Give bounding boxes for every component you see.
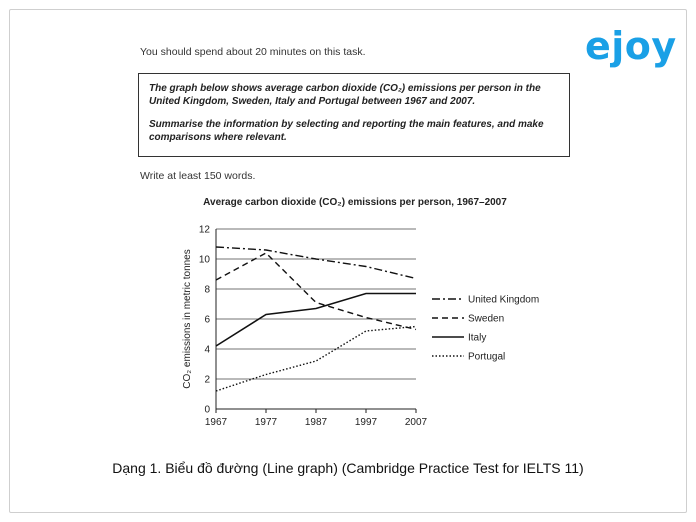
series-line-portugal xyxy=(216,327,416,392)
x-tick-label: 1967 xyxy=(204,417,228,428)
series-line-sweden xyxy=(216,253,416,330)
figure-caption: Dạng 1. Biểu đồ đường (Line graph) (Cambridge Practice Test for IELTS 11) xyxy=(112,460,584,476)
logo-text: ejoy xyxy=(585,24,677,68)
series-line-italy xyxy=(216,294,416,347)
task-prompt-1: The graph below shows average carbon dioxide (CO₂) emissions per person in the United Kingdom, Sweden, Italy and Portugal between 1967 and 2007. xyxy=(149,83,541,107)
legend-label: Italy xyxy=(468,332,487,344)
y-tick-label: 12 xyxy=(198,224,210,236)
y-axis-title: CO₂ emissions in metric tonnes xyxy=(182,249,193,389)
y-tick-label: 0 xyxy=(204,404,210,416)
x-tick-label: 1987 xyxy=(304,417,328,428)
y-tick-label: 10 xyxy=(198,254,210,266)
series-line-united-kingdom xyxy=(216,247,416,279)
legend-label: Portugal xyxy=(468,351,506,363)
y-tick-label: 6 xyxy=(204,314,210,326)
y-tick-label: 2 xyxy=(204,374,210,386)
chart-title: Average carbon dioxide (CO₂) emissions per person, 1967–2007 xyxy=(203,197,507,208)
y-tick-label: 4 xyxy=(204,344,210,356)
task-intro: You should spend about 20 minutes on this task. xyxy=(140,46,366,58)
y-tick-label: 8 xyxy=(204,284,210,296)
legend-label: Sweden xyxy=(468,313,505,325)
task-prompt-2: Summarise the information by selecting and reporting the main features, and make comparisons where relevant. xyxy=(149,119,544,143)
x-tick-label: 2007 xyxy=(404,417,428,428)
x-tick-label: 1997 xyxy=(354,417,378,428)
x-tick-label: 1977 xyxy=(254,417,278,428)
word-count-instruction: Write at least 150 words. xyxy=(140,170,256,182)
legend-label: United Kingdom xyxy=(468,294,540,306)
